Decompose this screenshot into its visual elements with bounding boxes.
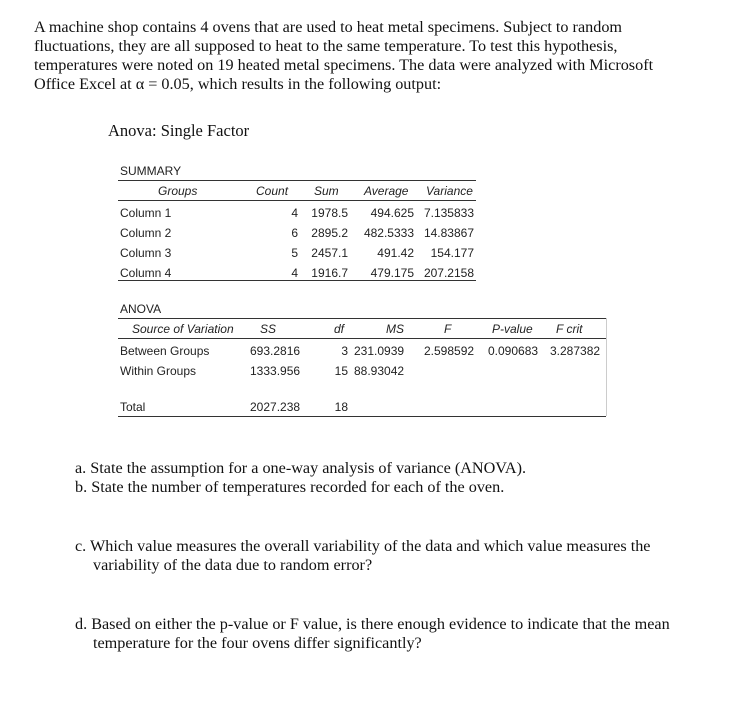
question-c [75, 537, 651, 575]
question-d-line: d. Based on either the p-value or F value, is there enough evidence to indicate that the mean [75, 615, 670, 633]
summary-header: Groups [158, 184, 198, 198]
summary-sum: 2457.1 [311, 246, 348, 260]
summary-sum: 2895.2 [311, 226, 348, 240]
intro-line: fluctuations, they are all supposed to heat to the same temperature. To test this hypothesis, [34, 37, 618, 55]
question-d-line: temperature for the four ovens differ significantly? [93, 634, 422, 652]
summary-header: Sum [314, 184, 339, 198]
anova-top-rule [118, 318, 606, 319]
question-c-line: c. Which value measures the overall variability of the data and which value measures the [75, 537, 651, 555]
summary-average: 479.175 [370, 266, 414, 280]
summary-variance: 14.83867 [423, 226, 474, 240]
summary-average: 491.42 [377, 246, 414, 260]
summary-count: 6 [291, 226, 298, 240]
question-a-text: a. State the assumption for a one-way analysis of variance (ANOVA). [75, 459, 527, 477]
summary-count: 4 [291, 206, 298, 220]
summary-sum: 1916.7 [311, 266, 348, 280]
summary-average: 482.5333 [363, 226, 414, 240]
anova-source: Between Groups [120, 344, 210, 358]
intro-line: Office Excel at α = 0.05, which results in the following output: [34, 75, 442, 93]
question-b-text: b. State the number of temperatures recorded for each of the oven. [75, 478, 505, 496]
anova-ms: 231.0939 [354, 344, 405, 358]
summary-count: 4 [291, 266, 298, 280]
question-b [75, 478, 504, 497]
anova-ss: 693.2816 [250, 344, 301, 358]
anova-total-df: 18 [334, 400, 348, 414]
anova-df: 15 [334, 364, 348, 378]
summary-count: 5 [291, 246, 298, 260]
excel-output [108, 160, 608, 420]
summary-sum: 1978.5 [311, 206, 348, 220]
intro-paragraph [34, 18, 694, 94]
anova-total-label: Total [120, 400, 146, 414]
anova-ms: 88.93042 [354, 364, 405, 378]
anova-total-ss: 2027.238 [250, 400, 301, 414]
anova-header: MS [386, 322, 404, 336]
summary-header-rule [118, 200, 476, 201]
summary-label: SUMMARY [120, 164, 182, 178]
intro-line: A machine shop contains 4 ovens that are used to heat metal specimens. Subject to random [34, 18, 622, 36]
anova-p-value: 0.090683 [488, 344, 539, 358]
anova-header-rule [118, 338, 606, 339]
anova-ss: 1333.956 [250, 364, 301, 378]
summary-variance: 7.135833 [423, 206, 474, 220]
summary-top-rule [118, 180, 476, 181]
anova-source: Within Groups [120, 364, 197, 378]
summary-bottom-rule [118, 280, 476, 281]
anova-header: df [334, 322, 345, 336]
anova-df: 3 [341, 344, 348, 358]
summary-header: Variance [426, 184, 473, 198]
summary-header: Average [364, 184, 409, 198]
anova-bottom-rule [118, 416, 606, 417]
summary-variance: 154.177 [430, 246, 474, 260]
table-edge [606, 318, 607, 416]
anova-header: F [444, 322, 452, 336]
question-c-line: variability of the data due to random error? [93, 556, 373, 574]
anova-f: 2.598592 [424, 344, 475, 358]
intro-line: temperatures were noted on 19 heated metal specimens. The data were analyzed with Microsoft [34, 56, 654, 74]
anova-header: P-value [492, 322, 533, 336]
summary-group: Column 1 [120, 206, 172, 220]
question-d [75, 615, 670, 653]
anova-title: Anova: Single Factor [108, 121, 250, 140]
anova-header: F crit [556, 322, 583, 336]
summary-average: 494.625 [370, 206, 414, 220]
question-a [75, 459, 526, 478]
summary-group: Column 2 [120, 226, 172, 240]
anova-label: ANOVA [120, 302, 162, 316]
anova-f-crit: 3.287382 [550, 344, 601, 358]
summary-variance: 207.2158 [423, 266, 474, 280]
summary-header: Count [256, 184, 289, 198]
anova-header: Source of Variation [132, 322, 234, 336]
anova-header: SS [260, 322, 277, 336]
summary-group: Column 3 [120, 246, 172, 260]
summary-group: Column 4 [120, 266, 172, 280]
